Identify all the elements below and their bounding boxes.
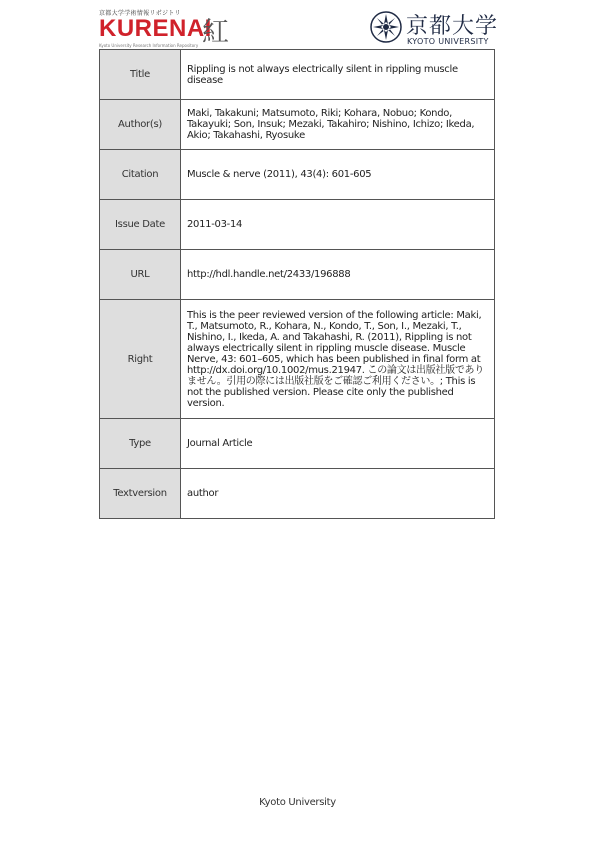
metadata-label: Citation [100, 150, 181, 200]
metadata-table [99, 49, 495, 519]
footer-institution: Kyoto University [259, 797, 336, 808]
metadata-row-citation [100, 150, 495, 200]
metadata-label: Title [100, 50, 181, 100]
metadata-label: URL [100, 250, 181, 300]
metadata-row-url [100, 250, 495, 300]
metadata-value: This is the peer reviewed version of the following article: Maki, T., Matsumoto, R., Kohara, N., Kondo, T., Son, I., Mezaki, T., Nishino, I., Ikeda, A. and Takahashi, R. (2011), Rippling is not always electrically silent in rippling muscle disease. Muscle Nerve, 43: 601–605, which has been published in final form at http://dx.doi.org/10.1002/mus.21947. この論文は出版社版でありません。引用の際には出版社版をご確認ご利用ください。; This is not the published version. Please cite only the published version. [181, 300, 495, 419]
metadata-row-authors [100, 100, 495, 150]
metadata-row-issue-date [100, 200, 495, 250]
metadata-label: Author(s) [100, 100, 181, 150]
metadata-row-title [100, 50, 495, 100]
metadata-row-right [100, 300, 495, 419]
metadata-row-textversion [100, 469, 495, 519]
kurenai-subtitle: Kyoto University Research Information Repository [99, 43, 199, 48]
metadata-value: Maki, Takakuni; Matsumoto, Riki; Kohara, Nobuo; Kondo, Takayuki; Son, Insuk; Mezaki, Takahiro; Nishino, Ichizo; Ikeda, Akio; Takahashi, Ryosuke [181, 100, 495, 150]
kurenai-kanji: 紅 [202, 17, 229, 48]
metadata-row-type [100, 419, 495, 469]
metadata-label: Issue Date [100, 200, 181, 250]
metadata-value: 2011-03-14 [181, 200, 495, 250]
kurenai-logo [99, 8, 229, 48]
kyoto-university-logo [369, 9, 499, 49]
kurenai-logo-caption: 京都大学学術情報リポジトリ [99, 10, 181, 17]
metadata-value[interactable]: http://hdl.handle.net/2433/196888 [181, 250, 495, 300]
kyoto-university-jp-name: 京都大学 [406, 14, 499, 39]
metadata-value: Muscle & nerve (2011), 43(4): 601-605 [181, 150, 495, 200]
kyoto-university-emblem-icon [369, 10, 403, 44]
metadata-value: Journal Article [181, 419, 495, 469]
metadata-label: Right [100, 300, 181, 419]
kyoto-university-en-name: KYOTO UNIVERSITY [407, 37, 489, 46]
metadata-label: Textversion [100, 469, 181, 519]
kurenai-wordmark: KURENAI [99, 15, 212, 42]
metadata-label: Type [100, 419, 181, 469]
metadata-value: Rippling is not always electrically silent in rippling muscle disease [181, 50, 495, 100]
metadata-value: author [181, 469, 495, 519]
